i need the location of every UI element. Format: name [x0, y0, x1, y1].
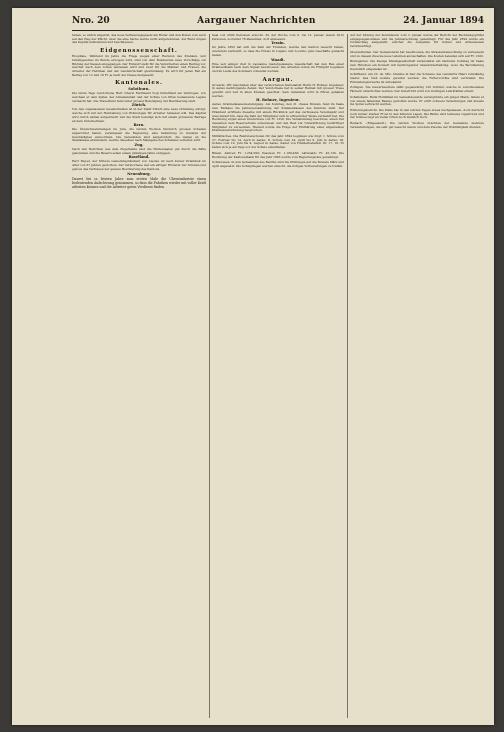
issue-date: 24. Januar 1894 [403, 16, 484, 26]
article-text: Schulwesen. In den Gemeinden des Bezirks sind die Prüfungen auf die Monate März und April angesetzt. Die Schulpflegen werden ersucht, die nötigen Vorbereitungen zu treffen. [212, 160, 344, 168]
subheading-baselland: Baselland. [128, 155, 150, 160]
subheading-waadt: Waadt. [271, 57, 285, 62]
newspaper-page [12, 8, 494, 725]
column-divider [209, 34, 210, 718]
column-3 [350, 34, 484, 718]
article-text: Bremgarten. Die hiesige Musikgesellschaft veranstaltet am nächsten Sonntag im Saale zum Hirschen ein Konzert mit nachfolgender Abendunterhaltung, wozu die Bevölkerung freundlich eingeladen ist. [350, 59, 484, 71]
article-text: Die letzte Tage verstorbene Herr Oberst Ferdinand Vogt hinterlässt ein Vermögen, von welchem er dem Spital, der Armenanstalt und der Schule von Olten bedeutende Legate vermacht hat. Die Trauerfeier fand unter grosser Beteiligung der Bevölkerung statt. [72, 91, 206, 103]
column-1 [72, 34, 206, 718]
section-heading-aargau: Aargau. [262, 76, 294, 83]
subheading-neuenburg: Neuenburg. [127, 171, 151, 176]
article-text: Grossrat. Wir bekommen über den verstorbenen Nationalrat Herrn H. Rohner, Ingenieur, in Aarau nachfolgende Zeilen: Der Verstorbene hat in seiner Heimat mit grosser Treue gewirkt und war in allen Kreisen geachtet. Sein Andenken wird in Ehren gehalten werden. [212, 82, 344, 98]
subheading-tessin: Tessin. [271, 41, 285, 46]
article-text: Nach den Berichten aus dem Zugerlande sind die Wintersaaten gut durch die Kälte gekommen und die Bauern sehen einem günstigen Jahre entgegen. [72, 147, 206, 155]
subheading-bern: Bern. [133, 123, 145, 128]
newspaper-title: Aargauer Nachrichten [197, 16, 316, 26]
article-text: Bilanz. Aktiven Fr. 1,234,560; Passiven Fr. 1,189,430; Aktivsaldo Fr. 45,130. Die Rechnung der Kantonalbank für das Jahr 1893 wurde vom Regierungsrate genehmigt. [212, 150, 344, 159]
subheading-zug: Zug. [134, 143, 144, 148]
masthead [72, 14, 484, 28]
article-text: Eine seit einiger Zeit in Lausanne niedergelassene Gesellschaft hat den Bau einer Drahtseilbahn nach dem Signal beschlossen. Die Arbeiten sollen im Frühjahr beginnen und im Laufe des Sommers vollendet werden. [212, 61, 344, 73]
article-text: Hospitale. Während im Jahre die Frage wegen einer Revision des Kranken- und Unfallgesetzes im Bunde erwogen wird, sind von dem Bundesrate neue Vorschläge zur Bildung der Kassen eingegangen. Der Entwurf sieht für die Versicherten einen Beitrag vor, welcher nach dem Lohne bemessen wird und zwar für die Männer und Frauen, die Arbeiter der Fabriken und der Landwirtschaft gleichmässig. Es wird für jeden Fall ein Betrag von 12 und 18 Fr. je nach der Classe festgesetzt. [72, 54, 206, 77]
header-rule [72, 30, 484, 31]
article-text: Die Überschwemmungen im Jura, die letzten Wochen hindurch grossen Schaden angerichtet haben, veranlassen die Regierung, eine Sammlung zu Gunsten der Geschädigten anzuordnen. Die Gemeinden sind aufgefordert, die Gaben an die Staatskasse abzuliefern, welche dieselben nach Massgabe des Schadens verteilen wird. [72, 127, 206, 143]
article-text: Militärisches. Die Rekrutenschulen für das Jahr 1894 beginnen wie folgt: I. Schule vom 27. Februar bis 14. April in Aarau; II. Schule vom 24. April bis 9. Juni in Aarau; III. Schule vom 19. Juni bis 4. August in Aarau. Kader von Füsilierbataillon Nr. 17, 18, 55 haben sich je am Tage vor der Schule einzufinden. [212, 134, 344, 150]
article-text: Dauert bei in letzten Jahre zum ersten Male die Uhrenindustrie einen bedeutenden Aufschwung genommen, so dass die Fabriken wieder mit voller Kraft arbeiten können und die Arbeiter guten Verdienst finden. [72, 176, 206, 189]
article-text: Oberentfelden. Der Gemeinderat hat beschlossen, die Strassenbeleuchtung zu verbessern und zu diesem Zwecke neue Laternen anzuschaffen. Die Kosten belaufen sich auf Fr. 1200. [350, 49, 484, 58]
article-text: Von den zugelassenen Gesellschaften ist in der Stadt Zürich eine neue Gründung erfolgt, welche sich mit der Herstellung von Wohnungen für Arbeiter befassen will. Das Kapital wird durch Aktien aufgebracht und die Stadt beteiligt sich mit einem grösseren Betrage an dem Unternehmen. [72, 107, 206, 123]
column-2 [212, 34, 344, 718]
issue-number: Nro. 20 [72, 16, 110, 26]
article-text: Herr Meyer, der frühere Gemeindepräsident von Liestal, ist nach kurzer Krankheit im Alter von 67 Jahren gestorben. Der Verstorbene war ein eifriger Förderer der Schulen und genoss das Vertrauen der ganzen Bevölkerung des Kantons. [72, 159, 206, 171]
subheading-zuerich: Zürich. [131, 103, 147, 108]
article-text: Aarau. Krankenkassenvereinigung. Am Sonntag, den 21. dieses Monats, fand im Saale zum Rathaus die Jahresversammlung der Krankenkassen des Kantons statt. Der Präsident eröffnete dieselbe mit einem Rückblick auf das verflossene Vereinsjahr und wies darauf hin, dass die Zahl der Mitglieder sich in erfreulicher Weise vermehrt hat. Die Rechnung ergab einen Überschuss von Fr. 1250. Die Versammlung beschloss, einen Teil desselben dem Reservefonds zuzuweisen und den Rest zur Unterstützung bedürftiger Mitglieder zu verwenden. Hierauf wurde die Frage der Einführung einer allgemeinen Krankenversicherung besprochen. [212, 102, 344, 133]
article-text: Im Jahre 1893 hat sich die Zahl der Fremden, welche den Kanton besucht haben, wiederum vermehrt, so dass die Hotels in Lugano und Locarno gute Geschäfte gemacht haben. [212, 45, 344, 57]
article-text: Schöftland. Am 22. ds. Mts. brannte in hier die Scheune des Landwirts Hauri vollständig nieder. Das Vieh konnte gerettet werden; die Futtervorräte sind verbrannt. Die Entstehungsursache ist unbekannt. [350, 72, 484, 84]
column-divider [347, 34, 348, 718]
article-text: Zofingen. Die Gewerbeschule zählt gegenwärtig 120 Schüler, welche in verschiedenen Fächern unterrichtet werden. Der Unterricht wird von tüchtigen Lehrkräften erteilt. [350, 85, 484, 94]
article-text: Reinach. (Eingesandt.) Die letzten Wochen brachten der Gemeinde mehrere Veranstaltungen, die sehr gut besucht waren und dem Zwecke der Wohltätigkeit dienten. [350, 121, 484, 129]
section-heading-eidgenossenschaft: Eidgenossenschaft. [100, 48, 178, 55]
article-text: Saal von 2000 Personen ersucht. Zu der Woche vom 6. bis 12. Januar waren 2012 Personen, worunter 76 Passanten, dort anwesend. [212, 34, 344, 41]
article-text: haben, so ablich abgelöst, das neue Verfassungsgesetz am Ruder und den Boden vom auch auf den Weg der Pflicht. Aber die eine Sache wurde nicht aufgenommen, der Bund mögen das Kapital aufkommen und beschliessen. [72, 34, 206, 45]
article-text: Witterungsbericht. Die Kälte hat in den letzten Tagen etwas nachgelassen, doch herrscht noch immer starker Frost in den höheren Lagen. Die Bäche sind teilweise zugefroren und der Schnee liegt an vielen Orten noch ziemlich hoch. [350, 107, 484, 120]
article-text: Schafisheim. Beim Holzfällen im Gemeindewalde verunglückte ein junger Mann, indem er von einem fallenden Baume getroffen wurde. Er erlitt schwere Verletzungen und musste ins Spital verbracht werden. [350, 94, 484, 107]
section-heading-kantonales: Kantonales. [115, 80, 163, 87]
article-text: Auf der Sitzung der Kommission vom 2. Januar wurde der Bericht der Rechnungsprüfer entgegengenommen und die Jahresrechnung genehmigt. Für das Jahr 1894 wurde ein Voranschlag aufgestellt, welcher die Ausgaben für Schule und Armenwesen berücksichtigt. [350, 34, 484, 49]
subheading-solothurn: Solothurn. [128, 87, 150, 92]
signature: H. Rohner, Ingenieur. [256, 98, 300, 103]
